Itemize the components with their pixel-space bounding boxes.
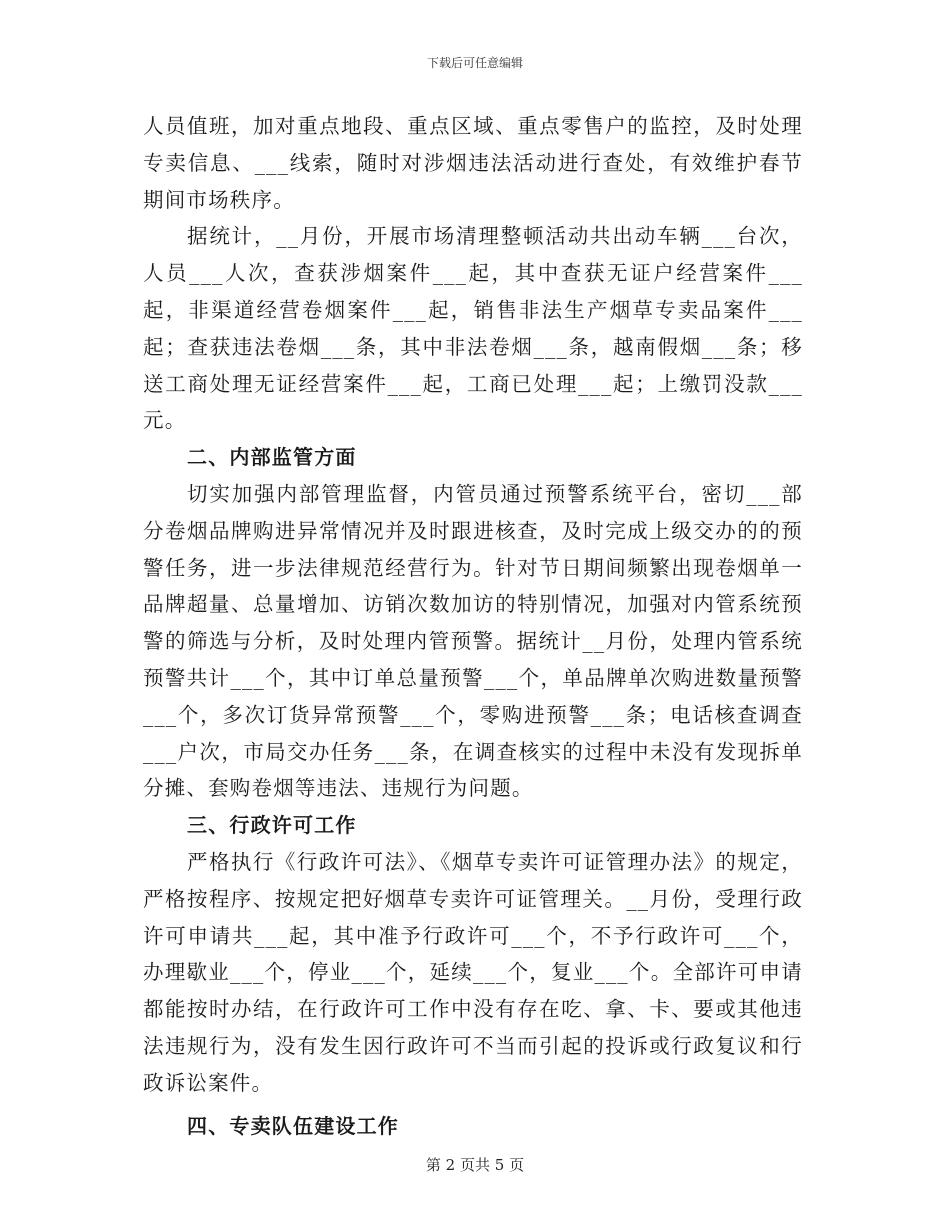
paragraph-administrative-license: 严格执行《行政许可法》、《烟草专卖许可证管理办法》的规定，严格按程序、按规定把好烟草专卖许可证管理关。__月份，受理行政许可申请共___起，其中准予行政许可___个，不予行政许可___个，办理歇业___个，停业___个，延续___个，复业___个。全部许可申请都能按时办结，在行政许可工作中没有存在吃、拿、卡、要或其他违法违规行为，没有发生因行政许可不当而引起的投诉或行政复议和行政诉讼案件。 — [143, 849, 803, 1095]
section-heading-internal-supervision: 二、内部监管方面 — [187, 445, 357, 470]
paragraph-statistics: 据统计，__月份，开展市场清理整顿活动共出动车辆___台次，人员___人次，查获涉烟案件___起，其中查获无证户经营案件___起，非渠道经营卷烟案件___起，销售非法生产烟草专卖品案件___起；查获违法卷烟___条，其中非法卷烟___条，越南假烟___条；移送工商处理无证经营案件___起，工商已处理___起；上缴罚没款___元。 — [143, 224, 803, 433]
document-body — [143, 108, 803, 1144]
page-number: 第 2 页共 5 页 — [425, 1156, 525, 1174]
section-heading-team-building: 四、专卖队伍建设工作 — [187, 1113, 399, 1138]
section-heading-administrative-license: 三、行政许可工作 — [187, 813, 357, 838]
paragraph-internal-supervision: 切实加强内部管理监督，内管员通过预警系统平台，密切___部分卷烟品牌购进异常情况并及时跟进核查，及时完成上级交办的的预警任务，进一步法律规范经营行为。针对节日期间频繁出现卷烟单一品牌超量、总量增加、访销次数加访的特别情况，加强对内管系统预警的筛选与分析，及时处理内管预警。据统计__月份，处理内管系统预警共计___个，其中订单总量预警___个，单品牌单次购进数量预警___个，多次订货异常预警___个，零购进预警___条；电话核查调查___户次，市局交办任务___条，在调查核实的过程中未没有发现拆单分摊、套购卷烟等违法、违规行为问题。 — [143, 481, 803, 801]
paragraph-continuation: 人员值班，加对重点地段、重点区域、重点零售户的监控，及时处理专卖信息、___线索，随时对涉烟违法活动进行查处，有效维护春节期间市场秩序。 — [143, 114, 803, 212]
header-note: 下载后可任意编辑 — [426, 56, 523, 70]
